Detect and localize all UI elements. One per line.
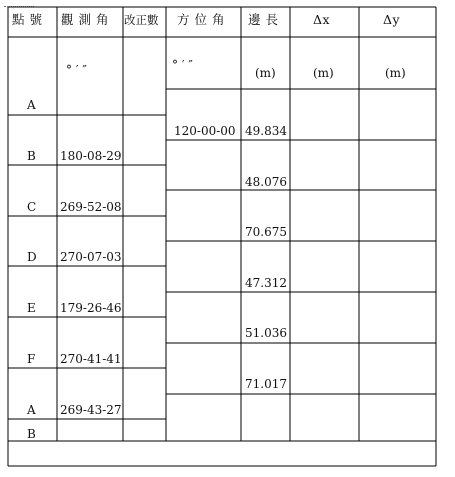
side-length-value: 48.076 <box>245 175 287 189</box>
side-length-value: 70.675 <box>245 225 287 239</box>
header-observed-angle: 觀 測 角 <box>61 12 109 27</box>
azimuth-value: 120-00-00 <box>174 124 236 138</box>
observed-angle-units: ° ′ ″ <box>66 63 87 77</box>
side-length-value: 49.834 <box>245 124 287 138</box>
header-azimuth: 方 位 角 <box>177 12 225 27</box>
header-dy: Δy <box>383 12 401 27</box>
observed-angle-value: 270-07-03 <box>60 250 122 264</box>
station-point: C <box>27 200 37 214</box>
station-point: A <box>27 403 36 417</box>
header-side-length: 邊 長 <box>248 12 279 27</box>
observed-angle-value: 180-08-29 <box>60 149 122 163</box>
station-point: A <box>27 98 36 112</box>
side-length-unit: (m) <box>255 66 276 80</box>
side-length-value: 47.312 <box>245 276 287 290</box>
station-point: D <box>27 250 37 264</box>
station-point: F <box>27 352 36 366</box>
header-dx: Δx <box>313 12 331 27</box>
station-point: E <box>27 301 36 315</box>
observed-angle-value: 269-43-27 <box>60 403 122 417</box>
observed-angle-value: 270-41-41 <box>60 352 122 366</box>
station-point: B <box>27 149 36 163</box>
side-length-value: 71.017 <box>245 377 287 391</box>
header-correction: 改正數 <box>124 13 159 27</box>
side-length-value: 51.036 <box>245 326 287 340</box>
header-point: 點 號 <box>12 12 43 27</box>
observed-angle-value: 179-26-46 <box>60 301 122 315</box>
dy-unit: (m) <box>385 66 406 80</box>
azimuth-units: ° ′ ″ <box>172 58 193 72</box>
dx-unit: (m) <box>313 66 334 80</box>
station-point: B <box>27 427 36 441</box>
observed-angle-value: 269-52-08 <box>60 200 122 214</box>
